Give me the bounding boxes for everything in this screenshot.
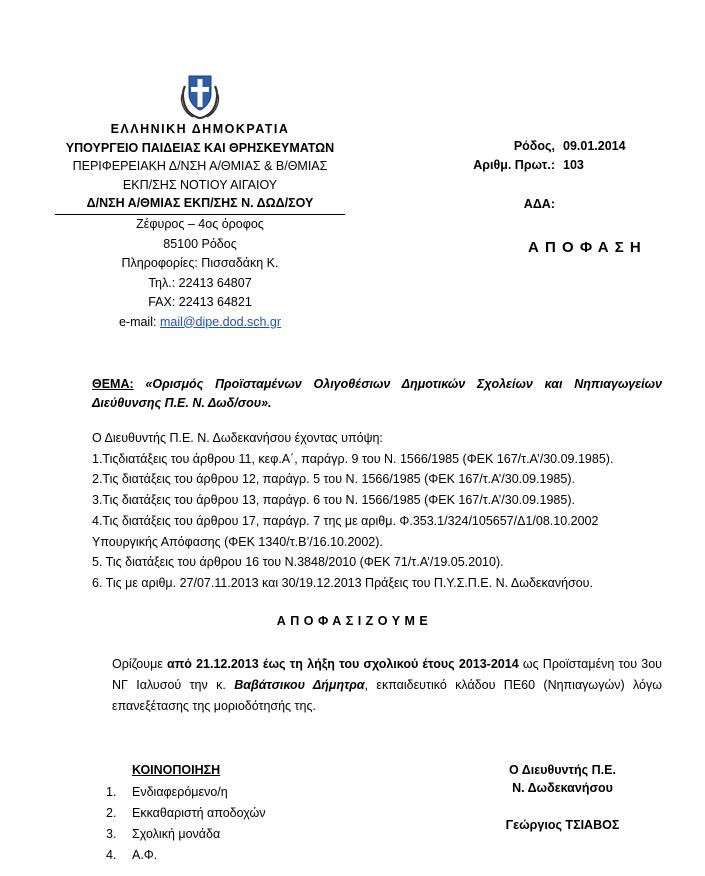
list-item bbox=[106, 803, 266, 824]
considering-item: 2.Τις διατάξεις του άρθρου 12, παράγρ. 5 του Ν. 1566/1985 (ΦΕΚ 167/τ.Α’/30.09.1985). bbox=[92, 472, 575, 487]
signatory-name: Γεώργιος ΤΣΙΑΒΟΣ bbox=[505, 818, 620, 832]
address-line1: Ζέφυρος – 4ος όροφος bbox=[136, 217, 264, 231]
considering-item: 3.Τις διατάξεις του άρθρου 13, παράγρ. 6 του Ν. 1566/1985 (ΦΕΚ 167/τ.Α’/30.09.1985). bbox=[92, 493, 575, 508]
considering-item: 4.Τις διατάξεις του άρθρου 17, παράγρ. 7 της με αριθμ. Φ.353.1/324/105657/Δ1/08.10.2002 bbox=[92, 513, 599, 528]
list-item bbox=[106, 782, 266, 803]
country-name: ΕΛΛΗΝΙΚΗ ΔΗΜΟΚΡΑΤΙΑ bbox=[110, 122, 290, 136]
subject-label: ΘΕΜΑ: bbox=[92, 377, 134, 391]
email-label: e-mail: bbox=[118, 314, 157, 329]
list-number: 3. bbox=[106, 827, 117, 841]
list-number: 2. bbox=[106, 806, 117, 820]
document-type: Α Π Ο Φ Α Σ Η bbox=[528, 239, 642, 256]
appointee-name: Βαβάτσικου Δήμητρα bbox=[234, 678, 365, 692]
considering-item-continuation: Υπουργικής Απόφασης (ΦΕΚ 1340/τ.Β’/16.10.2002). bbox=[92, 534, 383, 549]
protocol-number: 103 bbox=[563, 158, 584, 172]
protocol-label: Αριθμ. Πρωτ.: bbox=[473, 158, 555, 172]
decision-part: Ορίζουμε bbox=[112, 657, 168, 671]
considering-item: 1.Τιςδιατάξεις του άρθρου 11, κεφ.Α΄, παράγρ. 9 του Ν. 1566/1985 (ΦΕΚ 167/τ.Α’/30.09.1985). bbox=[92, 451, 614, 466]
subject-text: «Ορισμός Προϊσταμένων Ολιγοθέσιων Δημοτικών Σχολείων και Νηπιαγωγείων Διεύθυνσης Π.Ε. Ν. Δωδ/σου». bbox=[92, 377, 662, 410]
decision-part: , εκπαιδευτικό κλάδου ΠΕ60 (Νηπιαγωγών) λόγω επανεξέτασης της μοριοδότησής της. bbox=[112, 678, 663, 713]
distribution-heading: ΚΟΙΝΟΠΟΙΗΣΗ bbox=[132, 763, 221, 777]
decision-part: ως Προϊσταμένη του 3ου ΝΓ Ιαλυσού την κ. bbox=[112, 657, 662, 692]
address-line2: 85100 Ρόδος bbox=[163, 236, 237, 251]
list-text: Α.Φ. bbox=[132, 848, 158, 862]
place-label: Ρόδος, bbox=[513, 139, 555, 153]
list-number: 4. bbox=[106, 848, 117, 862]
info-contact: Πληροφορίες: Πισσαδάκη Κ. bbox=[121, 256, 279, 270]
ministry-name: ΥΠΟΥΡΓΕΙΟ ΠΑΙΔΕΙΑΣ ΚΑΙ ΘΡΗΣΚΕΥΜΑΤΩΝ bbox=[65, 140, 335, 155]
decision-period: από 21.12.2013 έως τη λήξη του σχολικού έτους 2013-2014 bbox=[167, 657, 519, 671]
document-date: 09.01.2014 bbox=[563, 139, 626, 153]
directorate-name: Δ/ΝΣΗ Α/ΘΜΙΑΣ ΕΚΠ/ΣΗΣ Ν. ΔΩΔ/ΣΟΥ bbox=[55, 194, 345, 215]
ada-label: ΑΔΑ: bbox=[523, 197, 555, 211]
list-text: Σχολική μονάδα bbox=[132, 827, 221, 841]
signatory-region: Ν. Δωδεκανήσου bbox=[512, 781, 613, 795]
contact-block bbox=[55, 215, 345, 332]
considering-section bbox=[92, 428, 682, 594]
subject bbox=[92, 375, 662, 413]
considering-intro: Ο Διευθυντής Π.Ε. Ν. Δωδεκανήσου έχοντας υπόψη: bbox=[92, 431, 383, 445]
fax-number: FAX: 22413 64821 bbox=[148, 295, 252, 309]
considering-item: 6. Τις με αριθμ. 27/07.11.2013 και 30/19.12.2013 Πράξεις του Π.Υ.Σ.Π.Ε. Ν. Δωδεκανήσου. bbox=[92, 575, 593, 590]
email-line bbox=[55, 313, 345, 333]
considering-item: 5. Τις διατάξεις του άρθρου 16 του Ν.3848/2010 (ΦΕΚ 71/τ.Α’/19.05.2010). bbox=[92, 555, 504, 570]
regional-directorate: ΠΕΡΙΦΕΡΕΙΑΚΗ Δ/ΝΣΗ Α/ΘΜΙΑΣ & Β/ΘΜΙΑΣ bbox=[72, 159, 328, 173]
greek-coat-of-arms-icon bbox=[177, 72, 223, 120]
decision-heading: Α Π Ο Φ Α Σ Ι Ζ Ο Υ Μ Ε bbox=[276, 614, 429, 628]
decision-text bbox=[112, 654, 662, 717]
regional-directorate-line2: ΕΚΠ/ΣΗΣ ΝΟΤΙΟΥ ΑΙΓΑΙΟΥ bbox=[122, 177, 278, 192]
list-text: Εκκαθαριστή αποδοχών bbox=[132, 806, 266, 820]
distribution-list bbox=[106, 782, 266, 866]
list-number: 1. bbox=[106, 785, 117, 799]
email-link[interactable]: mail@dipe.dod.sch.gr bbox=[159, 314, 282, 329]
phone-number: Τηλ.: 22413 64807 bbox=[148, 275, 252, 290]
list-text: Ενδιαφερόμενο/η bbox=[132, 785, 228, 799]
signatory-title: Ο Διευθυντής Π.Ε. bbox=[509, 763, 616, 777]
list-item bbox=[106, 845, 266, 866]
issuer-block bbox=[55, 120, 345, 215]
list-item bbox=[106, 824, 266, 845]
